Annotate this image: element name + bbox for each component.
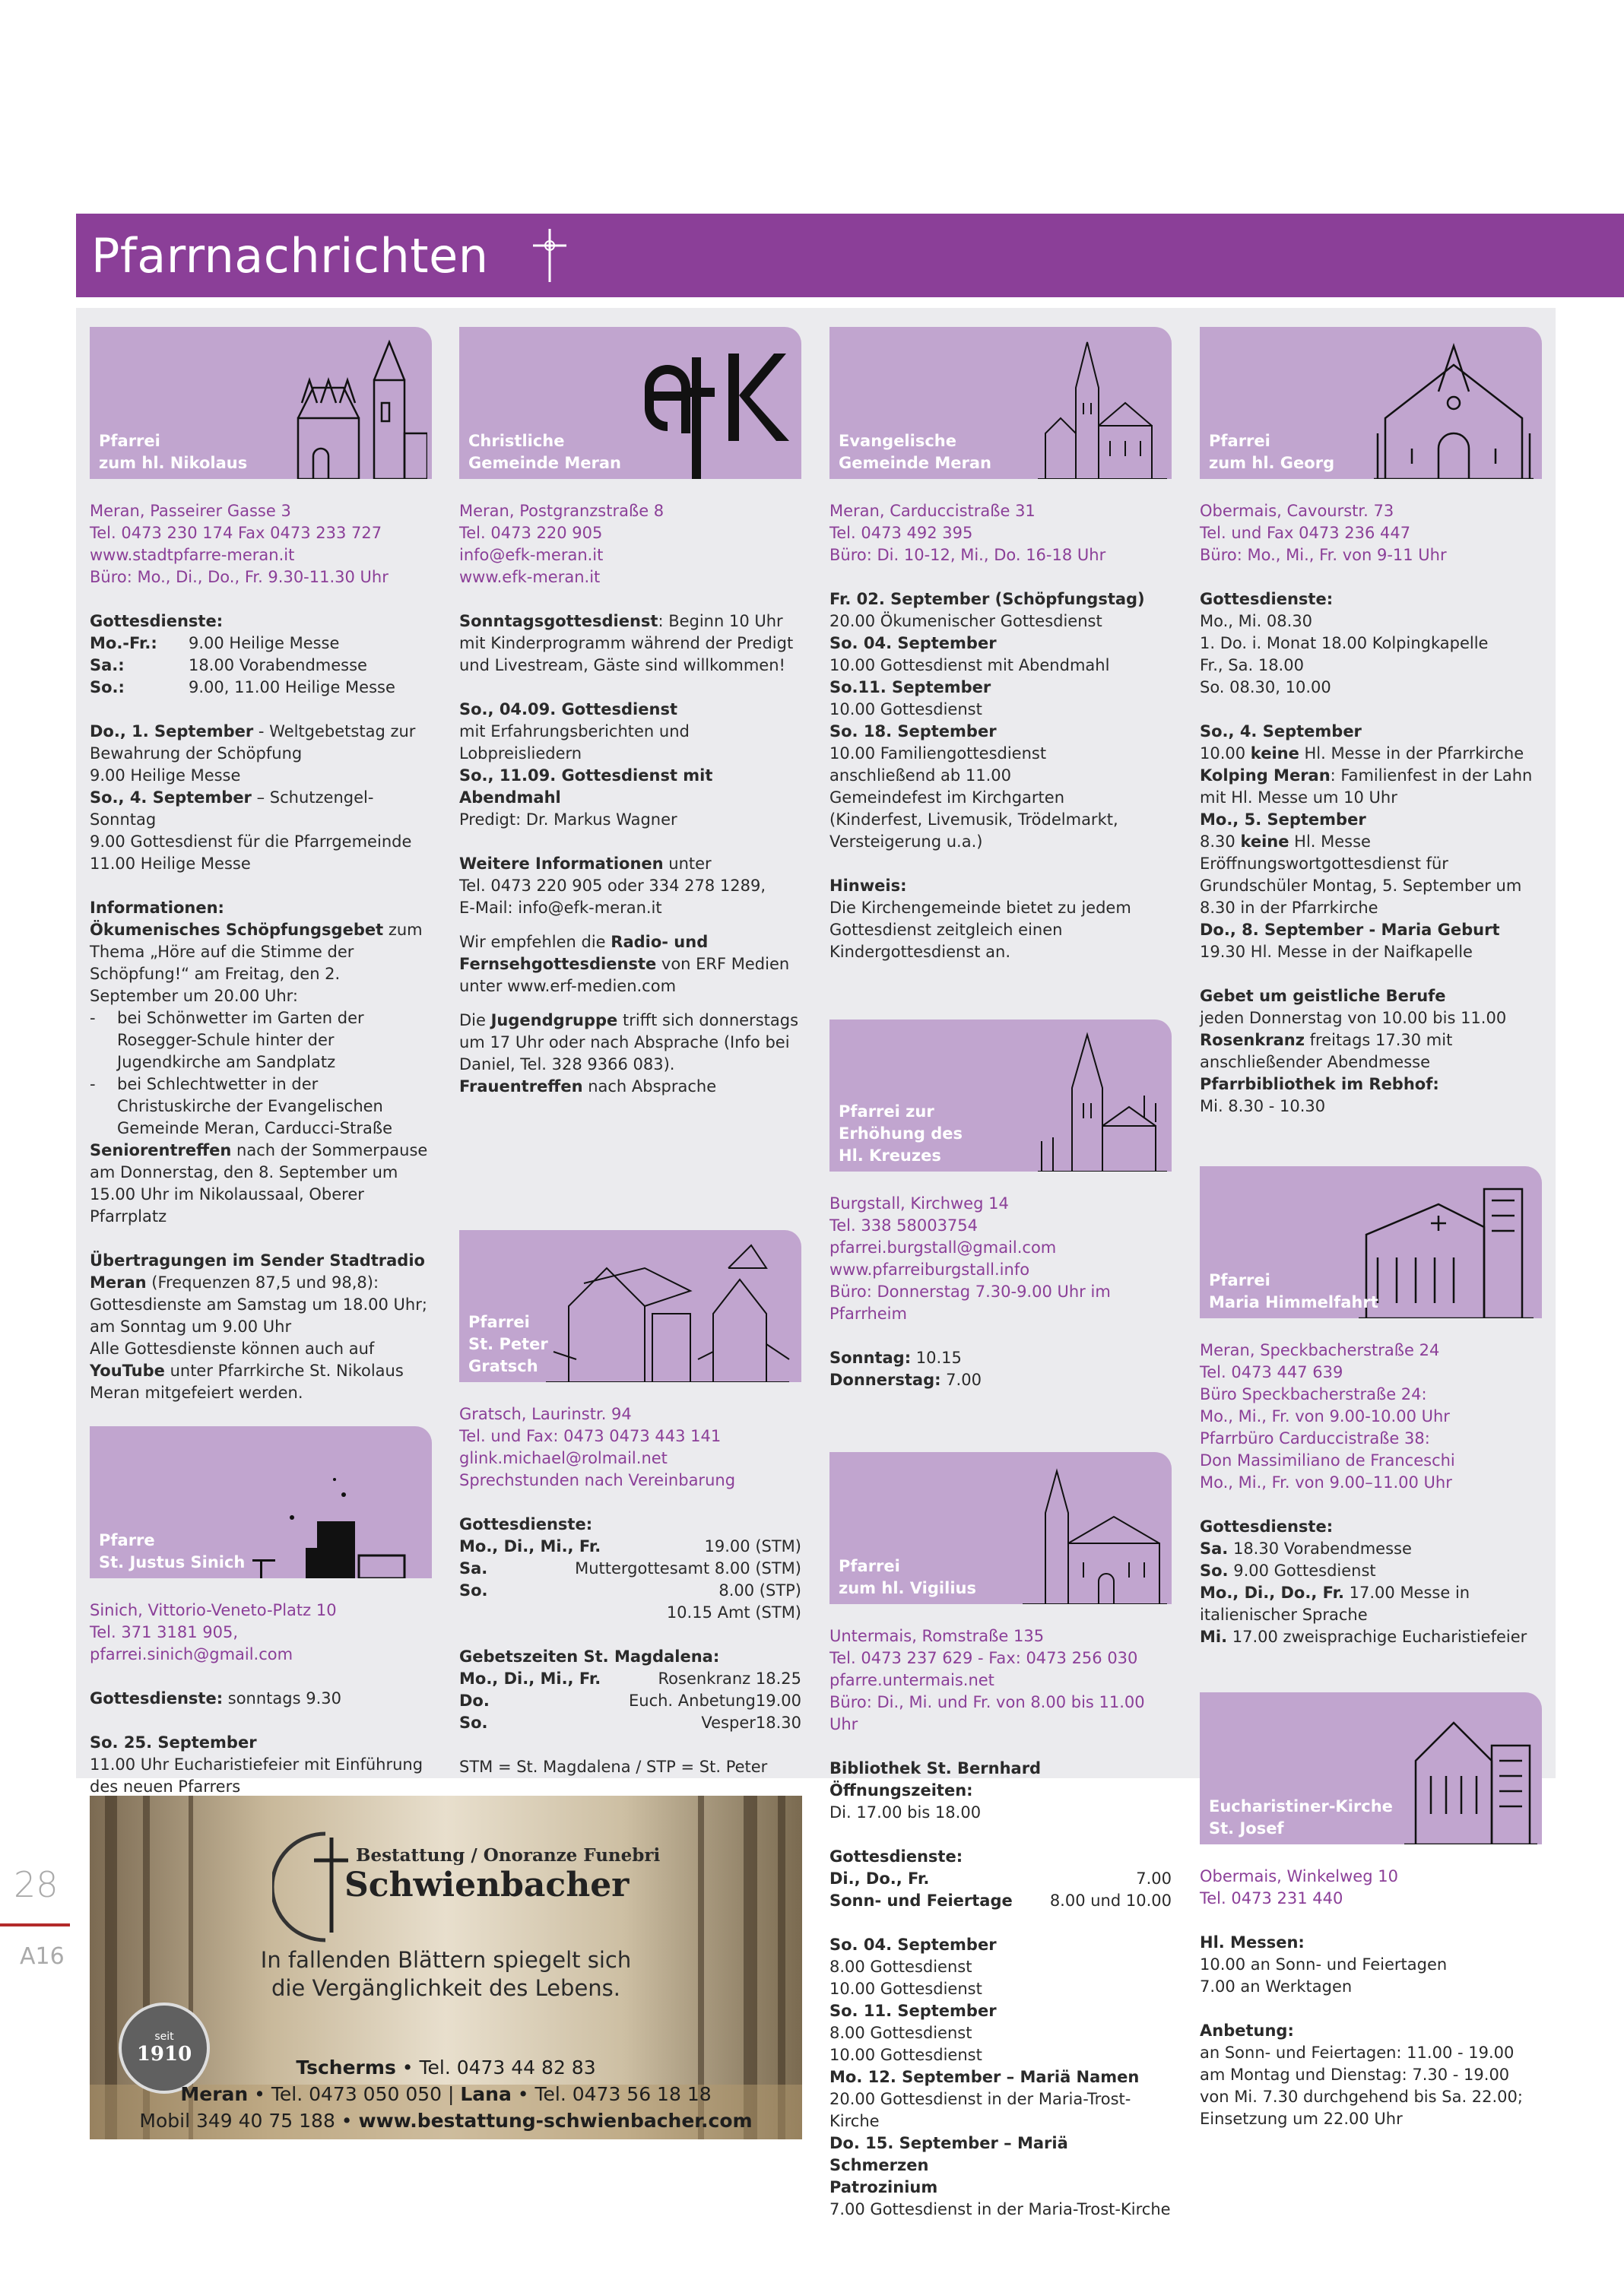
seal-label: seit — [154, 2031, 174, 2043]
list-item: - bei Schönwetter im Garten der Rosegger-Schule hinter der Jugendkirche am Sandplatz — [90, 1009, 364, 1071]
parish-header-evangelisch — [829, 327, 1172, 479]
service-row: Donnerstag: 7.00 — [829, 1371, 982, 1389]
prayer-heading: Gebetszeiten St. Magdalena: — [459, 1647, 720, 1666]
event-text: 20.00 Gottesdienst in der Maria-Trost-Kirche — [829, 2090, 1131, 2130]
event-text: 11.00 Uhr Eucharistiefeier mit Einführung des neuen Pfarrers — [90, 1755, 423, 1796]
event-heading: So., 4. September — [1200, 722, 1362, 740]
event-text: 10.00 Gottesdienst mit Abendmahl — [829, 656, 1110, 674]
service-row: Sa. 18.30 Vorabendmesse — [1200, 1540, 1412, 1558]
library-text: Mi. 8.30 - 10.30 — [1200, 1097, 1326, 1115]
page-title: Pfarrnachrichten — [91, 227, 489, 284]
parish-header-peter — [459, 1230, 801, 1382]
parish-contact: Meran, Carduccistraße 31 Tel. 0473 492 395 Büro: Di. 10-12, Mi., Do. 16-18 Uhr — [829, 502, 1106, 564]
service-row: 10.15 Amt (STM) — [666, 1603, 801, 1622]
list-item: - bei Schlechtwetter in der Christuskirche der Evangelischen Gemeinde Meran, Carducci-Straße — [90, 1075, 392, 1137]
svg-text:EfK: EfK — [709, 471, 711, 472]
parish-title: Pfarrei zum hl. Vigilius — [839, 1557, 976, 1597]
section-banner — [76, 214, 1624, 297]
library-heading: Bibliothek St. Bernhard Öffnungszeiten: — [829, 1759, 1042, 1800]
parish-title: Eucharistiner-Kirche St. Josef — [1209, 1797, 1393, 1838]
service-row: Mi. 17.00 zweisprachige Eucharistiefeier — [1200, 1628, 1527, 1646]
contact-line: Mobil 349 40 75 188 • www.bestattung-schwienbacher.com — [139, 2110, 753, 2132]
mass-heading: Hl. Messen: — [1200, 1933, 1305, 1952]
page-code: A16 — [20, 1943, 65, 1970]
parish-contact: Untermais, Romstraße 135 Tel. 0473 237 629 - Fax: 0473 256 030 pfarre.untermais.net Büro: Di., Mi. und Fr. von 8.00 bis 11.00 Uhr — [829, 1627, 1145, 1733]
service-text: Sonntagsgottesdienst: Beginn 10 Uhr mit Kinderprogramm während der Predigt und Livestream, Gäste sind willkommen! — [459, 612, 794, 674]
parish-contact: Meran, Passeirer Gasse 3 Tel. 0473 230 174 Fax 0473 233 727 www.stadtpfarre-meran.it Büro: Mo., Di., Do., Fr. 9.30-11.30 Uhr — [90, 502, 389, 586]
event-heading: So. 04. September — [829, 634, 997, 652]
hint-text: Die Kirchengemeinde bietet zu jedem Gottesdienst zeitgleich einen Kindergottesdienst an. — [829, 899, 1131, 961]
event-heading: So. 25. September — [90, 1733, 257, 1752]
event-text: 8.00 Gottesdienst 10.00 Gottesdienst — [829, 2024, 982, 2064]
service-row: So. 8.00 (STP) — [459, 1581, 801, 1600]
event-text: 8.30 keine Hl. Messe Eröffnungswortgottesdienst für Grundschüler Montag, 5. September um 8.30 in der Pfarrkirche — [1200, 832, 1522, 917]
seal-year: 1910 — [136, 2043, 192, 2066]
ad-slogan: In fallenden Blättern spiegelt sich die Vergänglichkeit des Lebens. — [260, 1947, 632, 2001]
cross-icon — [528, 226, 571, 285]
parish-title: Pfarre St. Justus Sinich — [99, 1531, 246, 1571]
event-text: 10.00 keine Hl. Messe in der Pfarrkirche — [1200, 744, 1524, 763]
services-heading: Gottesdienste: — [459, 1515, 593, 1533]
event-text: 7.00 Gottesdienst in der Maria-Trost-Kirche — [829, 2200, 1171, 2218]
website-link[interactable]: www.bestattung-schwienbacher.com — [358, 2110, 753, 2132]
prayer-row: So. Vesper18.30 — [459, 1714, 801, 1732]
parish-title: Pfarrei Maria Himmelfahrt — [1209, 1271, 1378, 1311]
event-text: Kolping Meran: Familienfest in der Lahn mit Hl. Messe um 10 Uhr — [1200, 766, 1533, 807]
event-text: 20.00 Ökumenischer Gottesdienst — [829, 612, 1102, 630]
services-heading: Gottesdienste: — [90, 612, 224, 630]
parish-contact: Sinich, Vittorio-Veneto-Platz 10 Tel. 371 3181 905, pfarrei.sinich@gmail.com — [90, 1601, 337, 1663]
event-text: 19.30 Hl. Messe in der Naifkapelle — [1200, 943, 1473, 961]
parish-header-vigilius — [829, 1452, 1172, 1604]
parish-title: Christliche Gemeinde Meran — [468, 432, 621, 472]
event-text: 10.00 Gottesdienst — [829, 700, 982, 718]
parish-contact: Obermais, Winkelweg 10 Tel. 0473 231 440 — [1200, 1867, 1398, 1907]
service-row: Mo., Di., Do., Fr. 17.00 Messe in italienischer Sprache — [1200, 1584, 1470, 1624]
event-heading: So., 11.09. Gottesdienst mit Abendmahl — [459, 766, 713, 807]
company-subtitle: Bestattung / Onoranze Funebri — [356, 1845, 661, 1866]
service-row: Sonn- und Feiertage 8.00 und 10.00 — [829, 1892, 1172, 1910]
service-row: So.: 9.00, 11.00 Heilige Messe — [90, 678, 395, 696]
event-heading: Do., 8. September - Maria Geburt — [1200, 921, 1500, 939]
event-heading: So., 04.09. Gottesdienst — [459, 700, 677, 718]
church-himmelfahrt-icon — [1355, 1174, 1537, 1318]
info-list — [90, 1007, 432, 1140]
service-row: So. 9.00 Gottesdienst — [1200, 1562, 1376, 1580]
church-kreuz-icon — [1030, 1027, 1167, 1172]
abbreviation-legend: STM = St. Magdalena / STP = St. Peter — [459, 1758, 768, 1776]
funeral-advertisement — [90, 1796, 802, 2139]
service-row: Di., Do., Fr. 7.00 — [829, 1869, 1172, 1888]
parish-header-justus — [90, 1426, 432, 1578]
services-heading: Gottesdienste: — [1200, 590, 1334, 608]
church-georg-icon — [1370, 335, 1537, 479]
parish-header-kreuz — [829, 1019, 1172, 1172]
church-nikolaus-icon — [290, 335, 427, 479]
parish-header-georg — [1200, 327, 1542, 479]
church-ruin-icon — [245, 1434, 427, 1578]
radio-text: Übertragungen im Sender Stadtradio Meran (Frequenzen 87,5 und 98,8): Gottesdienste am Samstag um 18.00 Uhr; am Sonntag um 9.00 Uhr Alle Gottesdienste können auch auf YouTube unter Pfarrkirche St. Nikolaus Meran mitgefeiert werden. — [90, 1251, 427, 1402]
rosary-text: Rosenkranz freitags 17.30 mit anschließender Abendmesse — [1200, 1031, 1453, 1071]
info-text: Weitere Informationen unter Tel. 0473 220 905 oder 334 278 1289, E-Mail: info@efk-meran.it — [459, 855, 766, 917]
info-heading: Informationen: — [90, 899, 224, 917]
parish-title: Pfarrei zur Erhöhung des Hl. Kreuzes — [839, 1102, 963, 1165]
event-text: mit Erfahrungsberichten und Lobpreisliedern — [459, 722, 690, 763]
event-heading: Fr. 02. September (Schöpfungstag) — [829, 590, 1145, 608]
library-text: Di. 17.00 bis 18.00 — [829, 1803, 982, 1822]
column-3 — [829, 327, 1172, 2221]
media-text: Wir empfehlen die Radio- und Fernsehgottesdienste von ERF Medien unter www.erf-medien.com — [459, 933, 790, 995]
parish-header-nikolaus — [90, 327, 432, 479]
service-row: Mo., Di., Mi., Fr. 19.00 (STM) — [459, 1537, 801, 1555]
event-heading: Mo. 12. September – Mariä Namen — [829, 2068, 1140, 2086]
hint-heading: Hinweis: — [829, 877, 907, 895]
adoration-text: an Sonn- und Feiertagen: 11.00 - 19.00 am Montag und Dienstag: 7.30 - 19.00 von Mi. 7.30 durchgehend bis Sa. 22.00; Einsetzung um 22.00 Uhr — [1200, 2044, 1523, 2128]
event-heading: So. 11. September — [829, 2002, 997, 2020]
parish-title: Pfarrei zum hl. Nikolaus — [99, 432, 248, 472]
service-row: Mo.-Fr.: 9.00 Heilige Messe — [90, 634, 340, 652]
parish-title: Evangelische Gemeinde Meran — [839, 432, 991, 472]
service-row: Sonntag: 10.15 — [829, 1349, 962, 1367]
prayer-heading: Gebet um geistliche Berufe — [1200, 987, 1446, 1005]
church-sketch-icon — [538, 1238, 797, 1382]
page-number: 28 — [14, 1864, 59, 1905]
adoration-heading: Anbetung: — [1200, 2022, 1294, 2040]
contact-line: Tscherms • Tel. 0473 44 82 83 — [296, 2056, 596, 2079]
prayer-row: Mo., Di., Mi., Fr. Rosenkranz 18.25 — [459, 1670, 801, 1688]
women-text: Frauentreffen nach Absprache — [459, 1077, 717, 1096]
column-4 — [1200, 327, 1542, 2130]
event-text: 10.00 Familiengottesdienst anschließend ab 11.00 Gemeindefest im Kirchgarten (Kinderfest, Livemusik, Trödelmarkt, Versteigerung u.a.) — [829, 744, 1118, 851]
parish-contact: Burgstall, Kirchweg 14 Tel. 338 58003754 pfarrei.burgstall@gmail.com www.pfarreiburgstall.info Büro: Donnerstag 7.30-9.00 Uhr im Pfarrheim — [829, 1194, 1111, 1323]
church-vigilius-icon — [1015, 1460, 1167, 1604]
prayer-text: jeden Donnerstag von 10.00 bis 11.00 — [1200, 1009, 1507, 1027]
service-row: Sa.: 18.00 Vorabendmesse — [90, 656, 367, 674]
event-text: Predigt: Dr. Markus Wagner — [459, 810, 677, 829]
company-name: Schwienbacher — [344, 1866, 630, 1904]
church-spire-icon — [1030, 335, 1167, 479]
services-heading: Gottesdienste: — [1200, 1517, 1334, 1536]
parish-title: Pfarrei St. Peter Gratsch — [468, 1313, 548, 1375]
column-2 — [459, 327, 801, 1778]
column-1 — [90, 327, 432, 1798]
event-text: So., 4. September – Schutzengel-Sonntag 9.00 Gottesdienst für die Pfarrgemeinde 11.00 Heilige Messe — [90, 788, 412, 873]
parish-header-efk — [459, 327, 801, 479]
service-row: Sa. Muttergottesamt 8.00 (STM) — [459, 1559, 801, 1578]
contact-line: Meran • Tel. 0473 050 050 | Lana • Tel. 0473 56 18 18 — [180, 2083, 712, 2105]
event-heading: So.11. September — [829, 678, 991, 696]
efk-logo — [622, 335, 797, 479]
parish-contact: Obermais, Cavourstr. 73 Tel. und Fax 0473 236 447 Büro: Mo., Mi., Fr. von 9-11 Uhr — [1200, 502, 1447, 564]
library-heading: Pfarrbibliothek im Rebhof: — [1200, 1075, 1439, 1093]
youth-text: Die Jugendgruppe trifft sich donnerstags um 17 Uhr oder nach Absprache (Info bei Daniel, Tel. 328 9366 083). — [459, 1011, 799, 1073]
prayer-row: Do. Euch. Anbetung19.00 — [459, 1692, 801, 1710]
page-rule — [0, 1923, 70, 1926]
parish-contact: Meran, Postgranzstraße 8 Tel. 0473 220 905 info@efk-meran.it www.efk-meran.it — [459, 502, 665, 586]
parish-contact: Gratsch, Laurinstr. 94 Tel. und Fax: 0473 0473 443 141 glink.michael@rolmail.net Sprechstunden nach Vereinbarung — [459, 1405, 736, 1489]
services-text: Gottesdienste: sonntags 9.30 — [90, 1689, 341, 1708]
mass-text: 10.00 an Sonn- und Feiertagen 7.00 an Werktagen — [1200, 1955, 1448, 1996]
parish-header-himmelfahrt — [1200, 1166, 1542, 1318]
services-text: Mo., Mi. 08.30 1. Do. i. Monat 18.00 Kolpingkapelle Fr., Sa. 18.00 So. 08.30, 10.00 — [1200, 612, 1489, 696]
parish-title: Pfarrei zum hl. Georg — [1209, 432, 1335, 472]
church-josef-icon — [1400, 1700, 1537, 1844]
ad-contact — [90, 2054, 802, 2134]
event-heading: Mo., 5. September — [1200, 810, 1366, 829]
senior-text: Seniorentreffen nach der Sommerpause am Donnerstag, den 8. September um 15.00 Uhr im Nikolaussaal, Oberer Pfarrplatz — [90, 1141, 428, 1226]
parish-contact: Meran, Speckbacherstraße 24 Tel. 0473 447 639 Büro Speckbacherstraße 24: Mo., Mi., Fr. von 9.00-10.00 Uhr Pfarrbüro Carduccistraße 38: Don Massimiliano de Franceschi Mo., Mi., Fr. von 9.00–11.00 Uhr — [1200, 1341, 1455, 1492]
event-text: 8.00 Gottesdienst 10.00 Gottesdienst — [829, 1958, 982, 1998]
info-text: Ökumenisches Schöpfungsgebet zum Thema „Höre auf die Stimme der Schöpfung!“ am Freitag, den 2. September um 20.00 Uhr: — [90, 921, 423, 1005]
services-heading: Gottesdienste: — [829, 1847, 963, 1866]
parish-header-eucharistiner — [1200, 1692, 1542, 1844]
event-heading: Do. 15. September – Mariä Schmerzen Patrozinium — [829, 2134, 1068, 2196]
event-text: Do., 1. September - Weltgebetstag zur Bewahrung der Schöpfung 9.00 Heilige Messe — [90, 722, 416, 785]
event-heading: So. 04. September — [829, 1936, 997, 1954]
event-heading: So. 18. September — [829, 722, 997, 740]
